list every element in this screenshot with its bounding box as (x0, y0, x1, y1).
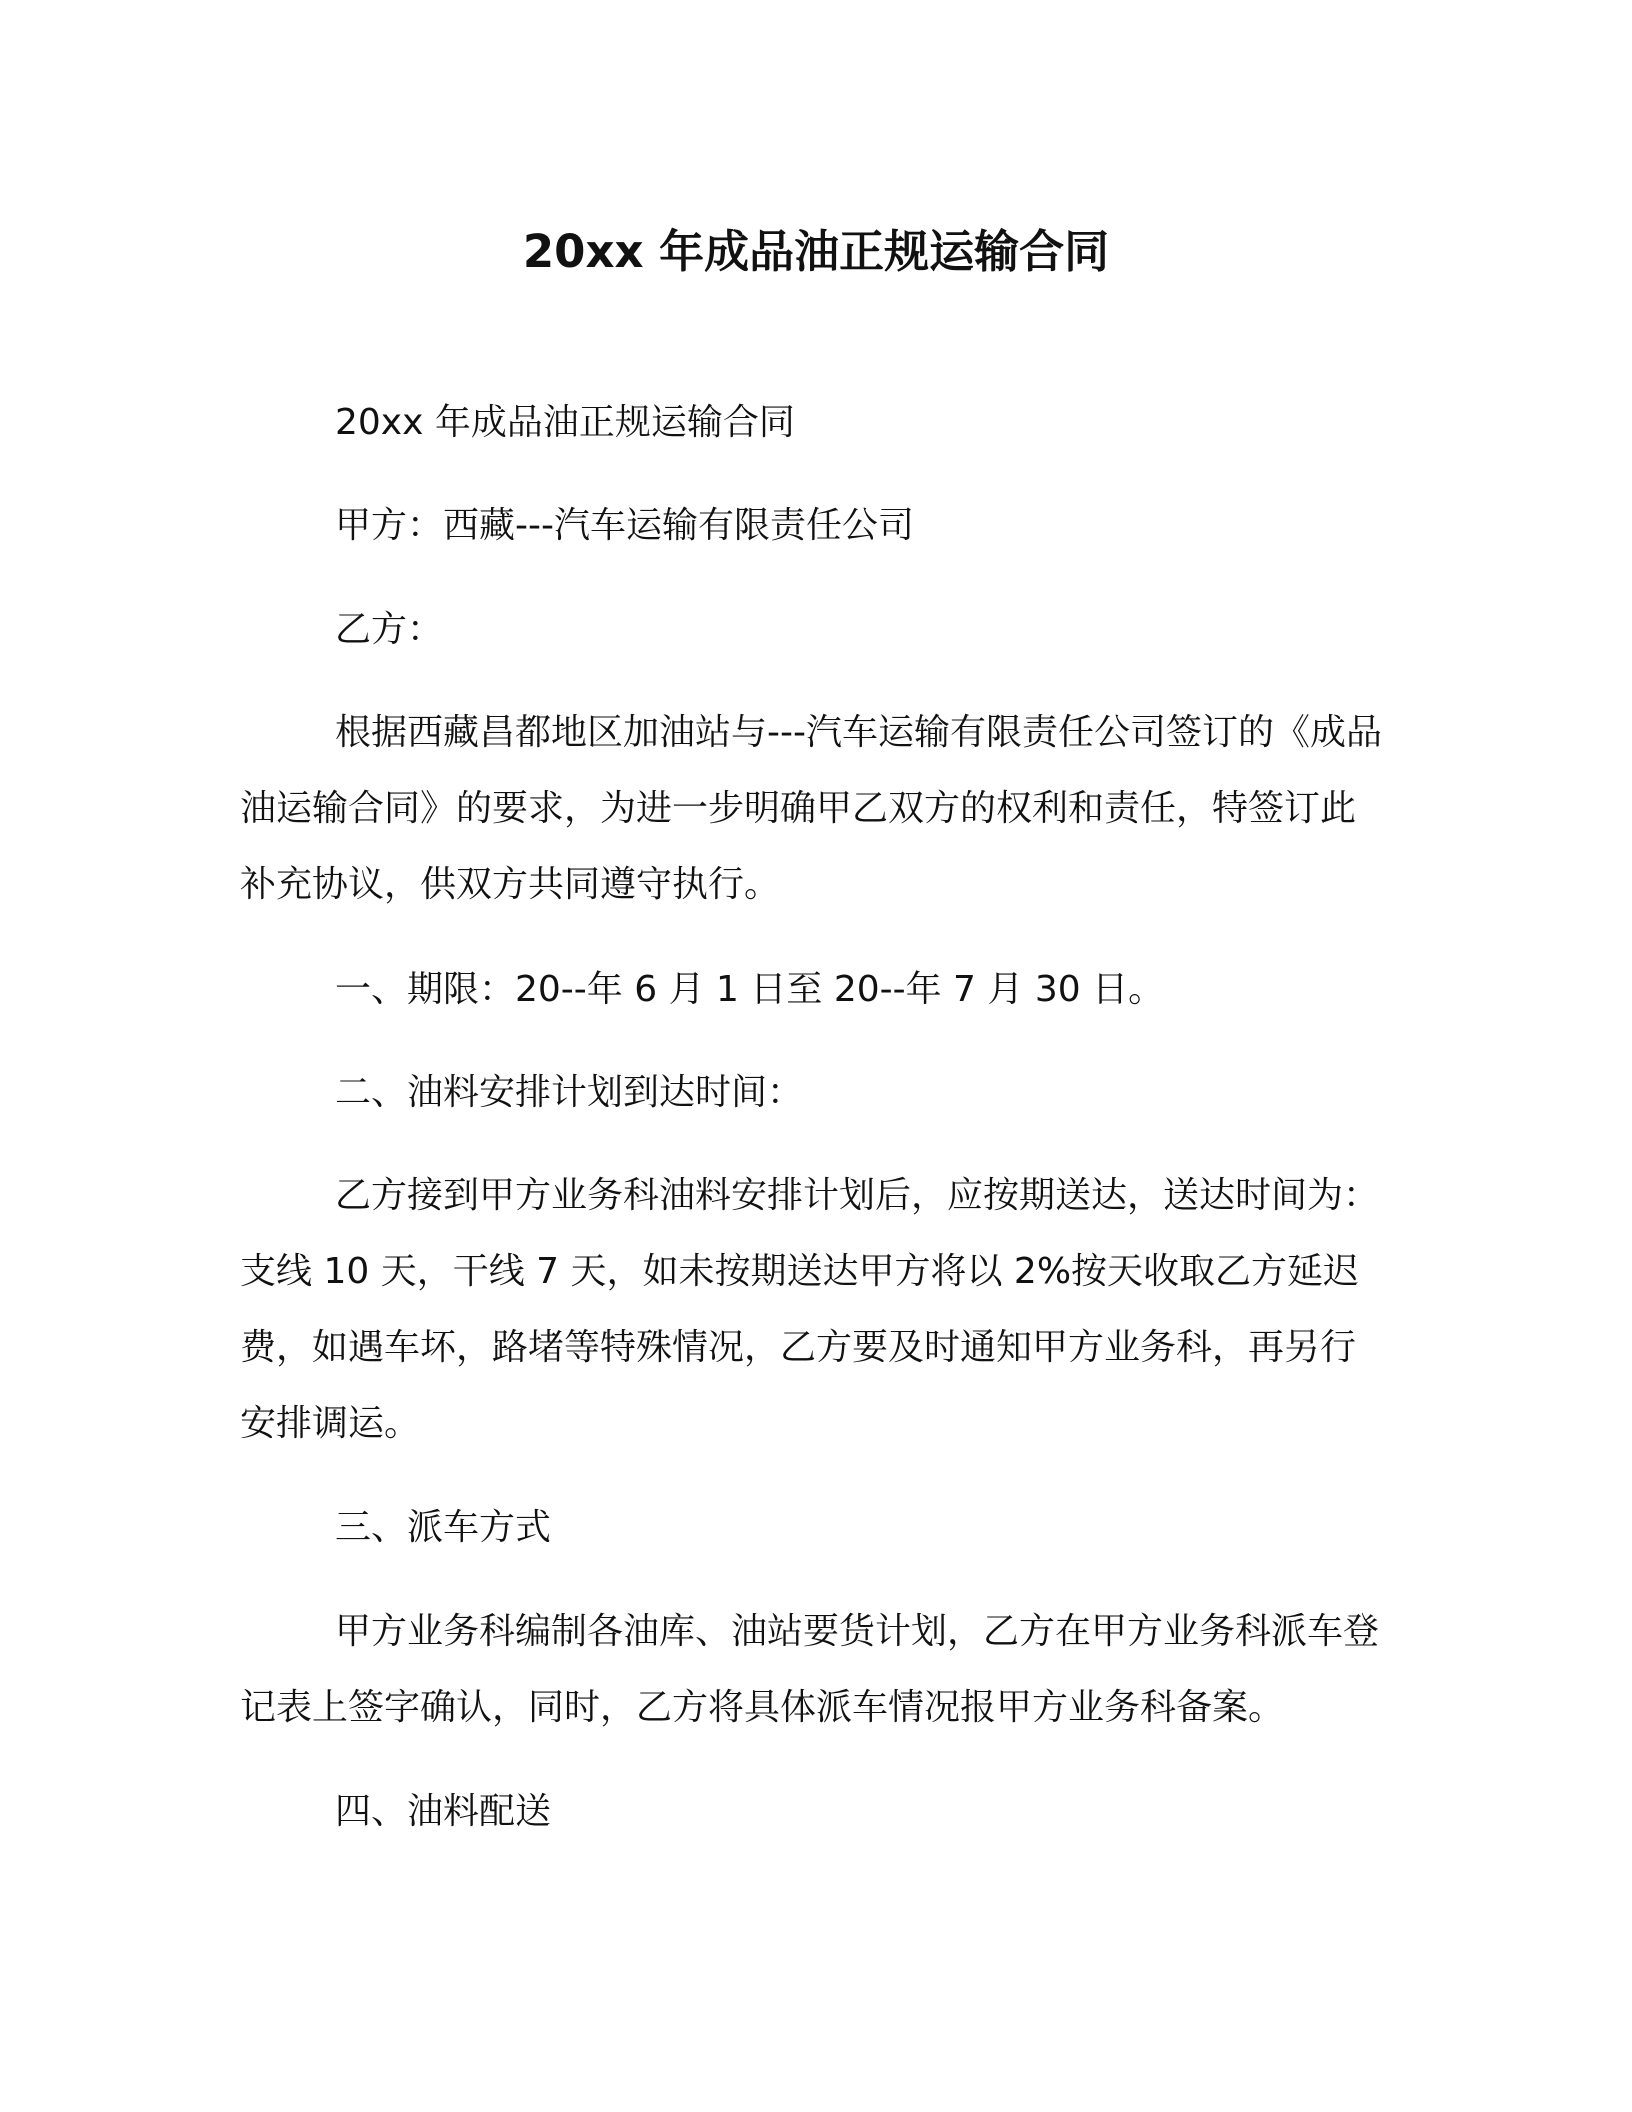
party-b-paragraph: 乙方： (335, 609, 444, 650)
dispatch-terms-paragraph: 甲方业务科编制各油库、油站要货计划，乙方在甲方业务科派车登记表上签字确认，同时，乙方将具体派车情况报甲方业务科备案。 (240, 1611, 1380, 1728)
section-dispatch-heading: 三、派车方式 (335, 1507, 552, 1548)
section-arrival-heading: 二、油料安排计划到达时间： (335, 1072, 804, 1113)
document-title: 20xx 年成品油正规运输合同 (522, 225, 1110, 278)
section-term-paragraph: 一、期限：20--年 6 月 1 日至 20--年 7 月 30 日。 (335, 969, 1165, 1010)
section-delivery-heading: 四、油料配送 (335, 1791, 552, 1832)
arrival-terms-paragraph: 乙方接到甲方业务科油料安排计划后，应按期送达，送达时间为：支线 10 天，干线 7 天，如未按期送达甲方将以 2%按天收取乙方延迟费，如遇车坏，路堵等特殊情况，乙方要及时通知甲方业务科，再另行安排调运。 (240, 1175, 1380, 1444)
preamble-paragraph: 根据西藏昌都地区加油站与---汽车运输有限责任公司签订的《成品油运输合同》的要求，为进一步明确甲乙双方的权利和责任，特签订此补充协议，供双方共同遵守执行。 (240, 712, 1382, 905)
party-a-paragraph: 甲方：西藏---汽车运输有限责任公司 (335, 505, 914, 546)
subtitle-paragraph: 20xx 年成品油正规运输合同 (335, 402, 795, 443)
